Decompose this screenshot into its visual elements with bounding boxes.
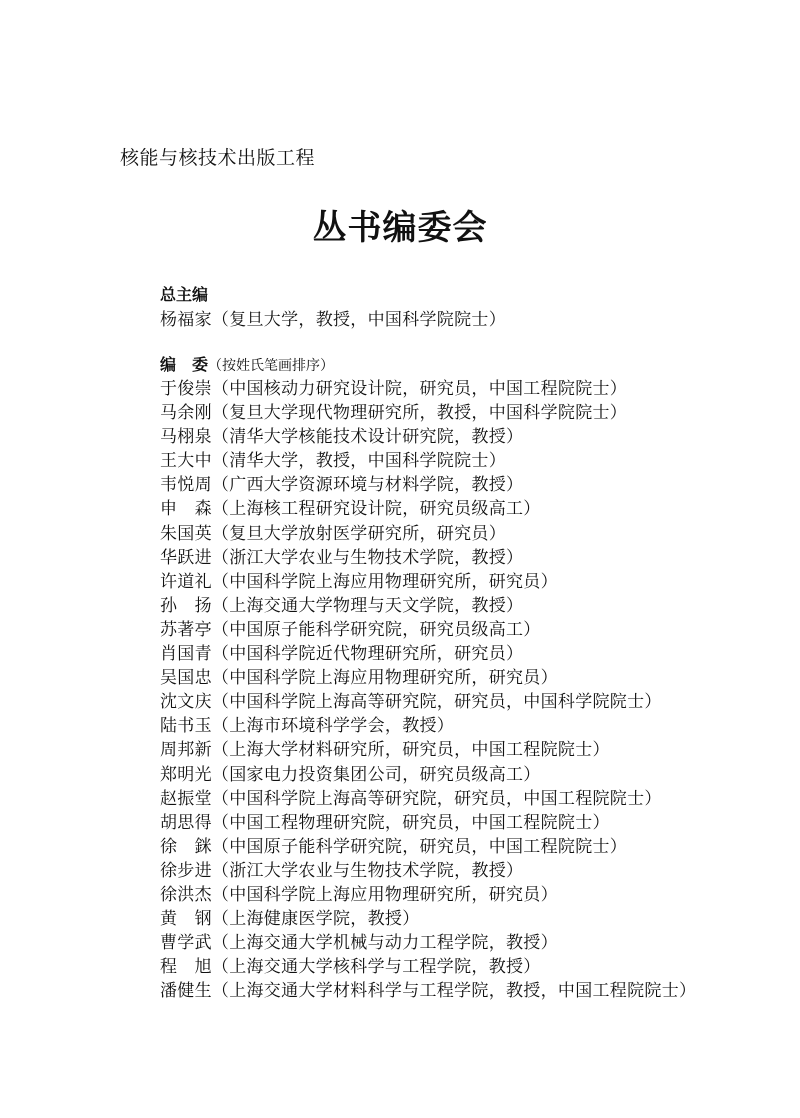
member-name: 孙 扬 [160, 595, 212, 616]
board-member-row [160, 979, 696, 1003]
member-name: 曹学武 [160, 933, 212, 954]
member-name: 苏著亭 [160, 619, 212, 640]
board-member-row [160, 931, 696, 955]
chief-editor-name: 杨福家 [160, 310, 212, 330]
board-member-row [160, 738, 696, 762]
member-name: 王大中 [160, 451, 212, 472]
member-name: 潘健生 [160, 981, 212, 1002]
member-affiliation: （浙江大学农业与生物技术学院，教授） [211, 860, 524, 881]
board-member-row [160, 666, 696, 690]
board-heading [160, 354, 696, 377]
board-member-row [160, 883, 696, 907]
member-name: 吴国忠 [160, 668, 212, 689]
member-name: 郑明光 [160, 764, 212, 785]
member-affiliation: （中国科学院近代物理研究所，研究员） [211, 644, 524, 665]
member-name: 于俊崇 [160, 379, 212, 399]
chief-editor-section [160, 284, 506, 332]
board-member-row [160, 690, 696, 714]
board-section [160, 354, 696, 1003]
board-member-row [160, 811, 696, 835]
member-name: 朱国英 [160, 523, 212, 544]
member-affiliation: （国家电力投资集团公司，研究员级高工） [211, 764, 541, 785]
member-affiliation: （复旦大学放射医学研究所，研究员） [211, 523, 507, 544]
member-name: 肖国青 [160, 644, 212, 665]
board-member-row [160, 546, 696, 570]
member-affiliation: （上海交通大学核科学与工程学院，教授） [211, 957, 541, 978]
member-name: 徐洪杰 [160, 884, 212, 905]
board-member-row [160, 714, 696, 738]
member-name: 徐 銤 [160, 836, 212, 857]
member-affiliation: （上海健康医学院，教授） [211, 909, 420, 930]
board-member-row [160, 497, 696, 521]
board-ordering-note: （按姓氏笔画排序） [208, 358, 335, 374]
member-affiliation: （广西大学资源环境与材料学院，教授） [211, 475, 524, 496]
chief-editor-affiliation: （复旦大学，教授，中国科学院院士） [211, 310, 507, 330]
member-affiliation: （上海交通大学材料科学与工程学院，教授，中国工程院院士） [211, 981, 697, 1002]
member-name: 陆书玉 [160, 716, 212, 737]
member-name: 马余刚 [160, 403, 212, 424]
board-member-row [160, 570, 696, 594]
member-name: 赵振堂 [160, 788, 212, 809]
board-member-row [160, 522, 696, 546]
board-member-row [160, 594, 696, 618]
member-name: 华跃进 [160, 547, 212, 568]
member-affiliation: （中国科学院上海应用物理研究所，研究员） [211, 571, 558, 592]
member-name: 胡思得 [160, 812, 212, 833]
board-member-row [160, 787, 696, 811]
board-member-row [160, 618, 696, 642]
member-name: 申 森 [160, 499, 212, 520]
board-member-row [160, 642, 696, 666]
member-affiliation: （上海市环境科学学会，教授） [211, 716, 455, 737]
board-member-row [160, 859, 696, 883]
board-heading-label: 编 委 [160, 355, 209, 374]
board-member-row [160, 955, 696, 979]
member-affiliation: （中国原子能科学研究院，研究员级高工） [211, 619, 541, 640]
board-member-row [160, 377, 696, 401]
board-member-row [160, 763, 696, 787]
page-title: 丛书编委会 [312, 208, 488, 248]
board-member-list [160, 377, 696, 1003]
member-affiliation: （清华大学，教授，中国科学院院士） [211, 451, 507, 472]
member-affiliation: （中国原子能科学研究院，研究员，中国工程院院士） [211, 836, 628, 857]
member-affiliation: （上海大学材料研究所，研究员，中国工程院院士） [211, 740, 610, 761]
board-member-row [160, 907, 696, 931]
member-name: 黄 钢 [160, 909, 212, 930]
member-name: 徐步进 [160, 860, 212, 881]
member-affiliation: （中国工程物理研究院，研究员，中国工程院院士） [211, 812, 610, 833]
member-affiliation: （中国科学院上海高等研究院，研究员，中国科学院院士） [211, 692, 662, 713]
board-member-row [160, 449, 696, 473]
chief-editor-entry [160, 308, 506, 332]
member-name: 马栩泉 [160, 427, 212, 448]
member-affiliation: （上海核工程研究设计院，研究员级高工） [211, 499, 541, 520]
board-member-row [160, 425, 696, 449]
member-name: 沈文庆 [160, 692, 212, 713]
member-name: 许道礼 [160, 571, 212, 592]
member-name: 韦悦周 [160, 475, 212, 496]
member-name: 程 旭 [160, 957, 212, 978]
member-affiliation: （清华大学核能技术设计研究院，教授） [211, 427, 524, 448]
member-affiliation: （中国科学院上海应用物理研究所，研究员） [211, 884, 558, 905]
board-member-row [160, 473, 696, 497]
member-affiliation: （中国科学院上海应用物理研究所，研究员） [211, 668, 558, 689]
chief-editor-heading: 总主编 [160, 285, 209, 304]
board-member-row [160, 835, 696, 859]
member-affiliation: （复旦大学现代物理研究所，教授，中国科学院院士） [211, 403, 628, 424]
member-affiliation: （中国核动力研究设计院，研究员，中国工程院院士） [211, 379, 628, 399]
member-affiliation: （上海交通大学物理与天文学院，教授） [211, 595, 524, 616]
member-affiliation: （中国科学院上海高等研究院，研究员，中国工程院院士） [211, 788, 662, 809]
series-name: 核能与核技术出版工程 [120, 147, 316, 169]
member-affiliation: （浙江大学农业与生物技术学院，教授） [211, 547, 524, 568]
board-member-row [160, 401, 696, 425]
member-affiliation: （上海交通大学机械与动力工程学院，教授） [211, 933, 558, 954]
member-name: 周邦新 [160, 740, 212, 761]
